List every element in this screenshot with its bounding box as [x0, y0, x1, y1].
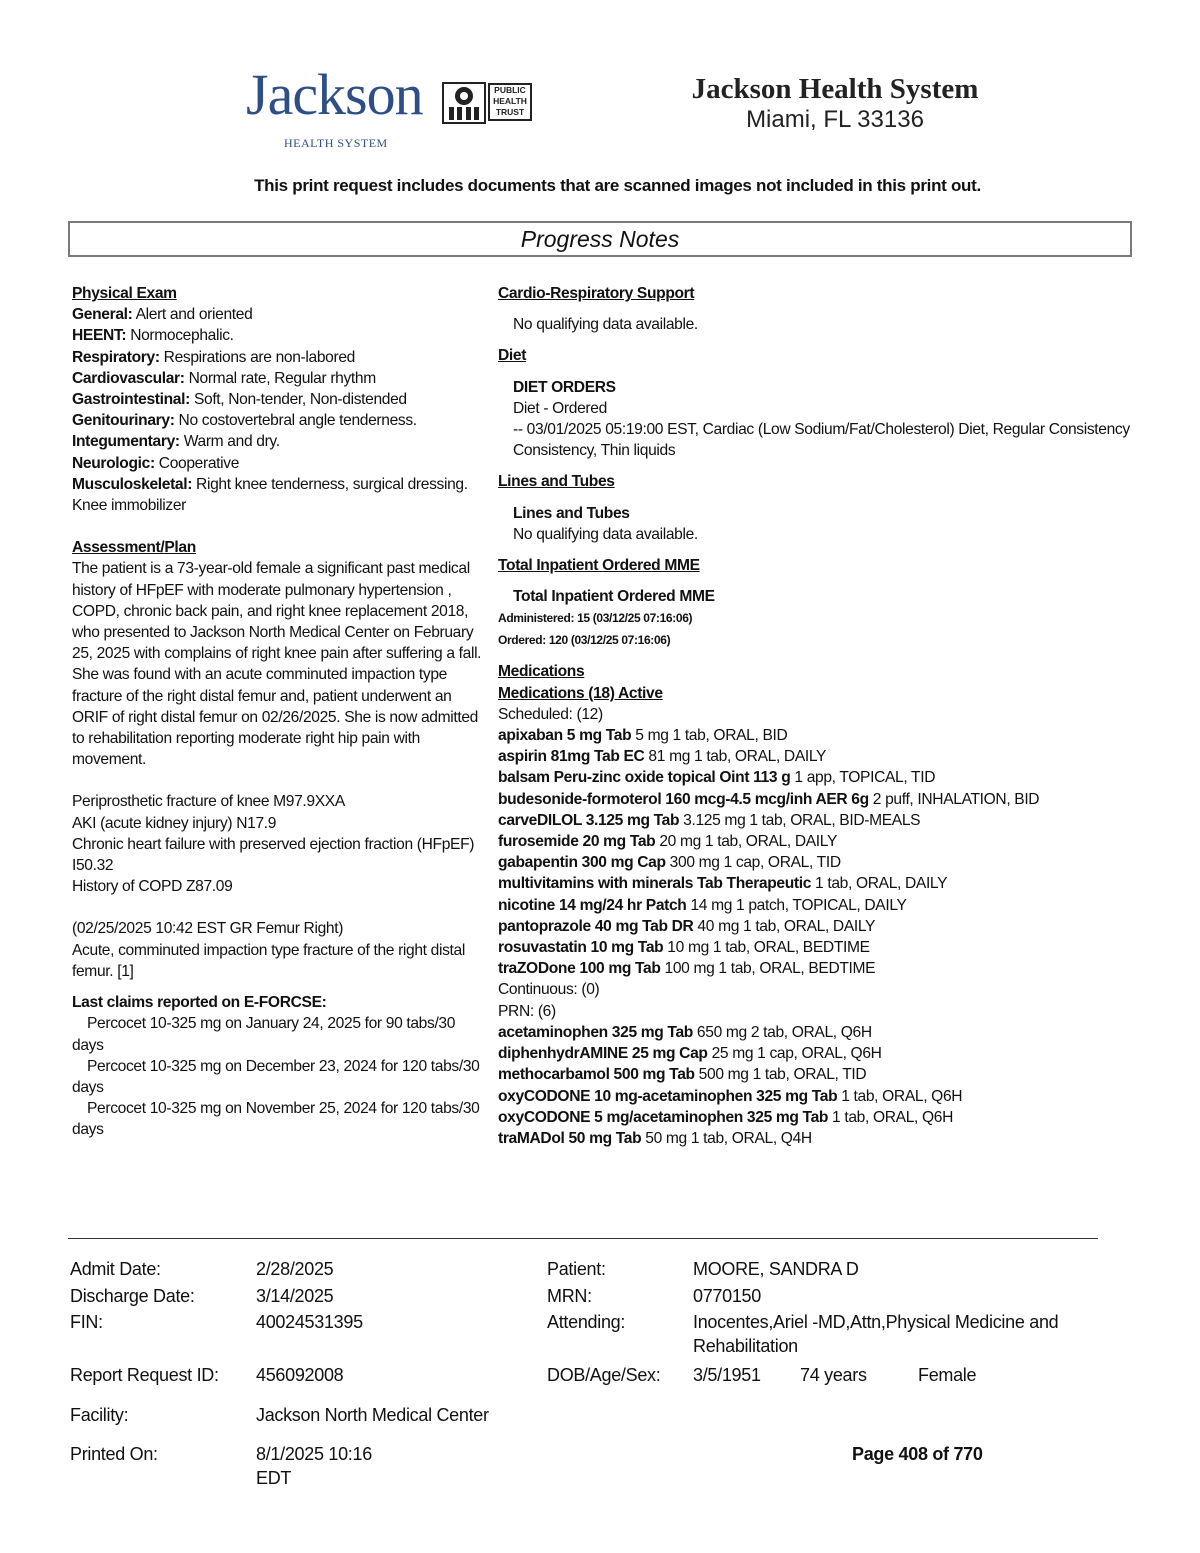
diet-heading: Diet: [498, 347, 527, 365]
medication-item: [498, 958, 1138, 979]
admit-date-label: Admit Date:: [70, 1259, 161, 1279]
medication-item: [498, 916, 1138, 937]
medication-name: acetaminophen 325 mg Tab: [498, 1023, 693, 1041]
mme-heading: Total Inpatient Ordered MME: [498, 557, 700, 575]
organization-name: Jackson Health System: [691, 73, 979, 105]
cardio-text: No qualifying data available.: [513, 316, 698, 334]
imaging-header: (02/25/2025 10:42 EST GR Femur Right): [72, 920, 344, 938]
exam-label: Cardiovascular:: [72, 369, 185, 387]
medication-name: pantoprazole 40 mg Tab DR: [498, 917, 694, 935]
physical-exam-heading: Physical Exam: [72, 285, 177, 302]
medication-item: [498, 831, 1138, 852]
discharge-date-value: 3/14/2025: [256, 1286, 334, 1306]
medication-item: [498, 789, 1138, 810]
diagnosis-item: Periprosthetic fracture of knee M97.9XXA: [72, 793, 345, 811]
public-health-trust-badge: [442, 82, 534, 124]
medication-item: [498, 852, 1138, 873]
assessment-text: The patient is a 73-year-old female a significant past medical history of HFpEF with moderate pulmonary hypertension , COPD, chronic back pain, and right knee replacement 2018, who presented to Jackson North Medical Center on February 25, 2025 with complains of right knee pain after suffering a fall. She was found with an acute comminuted impaction type fracture of the right distal femur and, patient underwent an ORIF of right distal femur on 02/26/2025. She is now admitted to rehabilitation reporting moderate right hip pain with movement.: [72, 560, 482, 769]
exam-text: Right knee tenderness, surgical dressing. Knee immobilizer: [72, 475, 468, 515]
exam-gastrointestinal: [72, 389, 484, 410]
exam-integumentary: [72, 431, 484, 452]
medication-detail: 2 puff, INHALATION, BID: [868, 790, 1040, 808]
exam-label: Musculoskeletal:: [72, 475, 193, 493]
scheduled-label: Scheduled: (12): [498, 705, 603, 723]
medication-name: diphenhydrAMINE 25 mg Cap: [498, 1045, 708, 1063]
claims-heading: Last claims reported on E-FORCSE:: [72, 994, 327, 1012]
exam-label: Integumentary:: [72, 433, 180, 451]
medication-name: apixaban 5 mg Tab: [498, 727, 632, 745]
claim-item: [72, 1098, 484, 1140]
exam-text: Normal rate, Regular rhythm: [184, 369, 376, 387]
printed-on-label: Printed On:: [70, 1444, 158, 1464]
prn-item: [498, 1043, 1138, 1064]
trust-line-2: HEALTH: [493, 96, 527, 106]
medication-detail: 20 mg 1 tab, ORAL, DAILY: [655, 833, 838, 851]
medication-detail: 50 mg 1 tab, ORAL, Q4H: [641, 1129, 812, 1147]
exam-text: Normocephalic.: [126, 327, 234, 345]
medication-name: multivitamins with minerals Tab Therapeutic: [498, 875, 812, 893]
diagnosis-item: Chronic heart failure with preserved ejection fraction (HFpEF) I50.32: [72, 835, 475, 875]
mrn-value: 0770150: [693, 1286, 761, 1306]
medication-name: traMADol 50 mg Tab: [498, 1129, 642, 1147]
sex-value: Female: [918, 1365, 977, 1385]
exam-text: Alert and oriented: [132, 306, 253, 324]
medication-name: nicotine 14 mg/24 hr Patch: [498, 896, 687, 914]
medication-detail: 100 mg 1 tab, ORAL, BEDTIME: [660, 960, 876, 978]
medication-detail: 1 tab, ORAL, Q6H: [828, 1108, 954, 1126]
exam-label: Genitourinary:: [72, 412, 175, 430]
medication-name: traZODone 100 mg Tab: [498, 960, 661, 978]
prn-item: [498, 1064, 1138, 1085]
organization-block: [620, 72, 1050, 134]
medication-item: [498, 746, 1138, 767]
medication-detail: 500 mg 1 tab, ORAL, TID: [694, 1066, 867, 1084]
printed-on-value-tz: EDT: [256, 1468, 292, 1488]
printed-on-value-date: 8/1/2025 10:16: [256, 1444, 372, 1464]
prn-item: [498, 1128, 1138, 1149]
medication-name: balsam Peru-zinc oxide topical Oint 113 g: [498, 769, 791, 787]
medication-detail: 81 mg 1 tab, ORAL, DAILY: [644, 748, 827, 766]
medication-name: rosuvastatin 10 mg Tab: [498, 939, 664, 957]
medication-name: methocarbamol 500 mg Tab: [498, 1066, 695, 1084]
medications-heading: Medications: [498, 663, 585, 681]
exam-respiratory: [72, 347, 484, 368]
dob-value: 3/5/1951: [693, 1365, 761, 1385]
mrn-label: MRN:: [547, 1286, 592, 1306]
medication-name: oxyCODONE 10 mg-acetaminophen 325 mg Tab: [498, 1087, 838, 1105]
medication-name: gabapentin 300 mg Cap: [498, 854, 666, 872]
report-request-label: Report Request ID:: [70, 1365, 219, 1385]
medication-detail: 10 mg 1 tab, ORAL, BEDTIME: [663, 939, 870, 957]
diagnosis-item: History of COPD Z87.09: [72, 878, 233, 896]
medication-detail: 25 mg 1 cap, ORAL, Q6H: [707, 1045, 882, 1063]
claim-text: Percocet 10-325 mg on November 25, 2024 for 120 tabs/30 days: [72, 1100, 480, 1139]
prn-item: [498, 1107, 1138, 1128]
medication-detail: 14 mg 1 patch, TOPICAL, DAILY: [686, 896, 907, 914]
patient-value: MOORE, SANDRA D: [693, 1259, 859, 1279]
medication-name: oxyCODONE 5 mg/acetaminophen 325 mg Tab: [498, 1108, 829, 1126]
exam-neurologic: [72, 453, 484, 474]
print-notice: This print request includes documents that are scanned images not included in this print out.: [254, 176, 981, 195]
report-request-value: 456092008: [256, 1365, 344, 1385]
exam-cardiovascular: [72, 368, 484, 389]
title-box: [68, 221, 1132, 257]
exam-label: Neurologic:: [72, 454, 155, 472]
logo-wordmark: Jackson: [246, 62, 423, 127]
assessment-heading: Assessment/Plan: [72, 539, 196, 557]
exam-text: Respirations are non-labored: [159, 348, 355, 366]
exam-label: Respiratory:: [72, 348, 160, 366]
exam-label: General:: [72, 306, 133, 324]
facility-value: Jackson North Medical Center: [256, 1405, 489, 1425]
medication-item: [498, 895, 1138, 916]
medication-name: carveDILOL 3.125 mg Tab: [498, 811, 680, 829]
medication-detail: 300 mg 1 cap, ORAL, TID: [665, 854, 841, 872]
dob-label: DOB/Age/Sex:: [547, 1365, 661, 1385]
lines-heading: Lines and Tubes: [498, 473, 615, 491]
medication-name: aspirin 81mg Tab EC: [498, 748, 645, 766]
medication-item: [498, 937, 1138, 958]
diet-detail: -- 03/01/2025 05:19:00 EST, Cardiac (Low Sodium/Fat/Cholesterol) Diet, Regular Consistency Consistency, Thin liquids: [513, 421, 1130, 460]
medication-name: furosemide 20 mg Tab: [498, 833, 656, 851]
organization-city: Miami, FL 33136: [746, 106, 924, 133]
trust-line-1: PUBLIC: [494, 85, 526, 95]
medication-item: [498, 810, 1138, 831]
mme-label: Total Inpatient Ordered MME: [513, 588, 715, 606]
admit-date-value: 2/28/2025: [256, 1259, 334, 1279]
exam-general: [72, 304, 484, 325]
left-column: [72, 283, 484, 1141]
jackson-logo: [246, 62, 546, 154]
medication-detail: 40 mg 1 tab, ORAL, DAILY: [693, 917, 876, 935]
exam-text: No costovertebral angle tenderness.: [174, 412, 417, 430]
lines-label: Lines and Tubes: [513, 504, 630, 522]
trust-line-3: TRUST: [495, 107, 525, 117]
diet-orders-label: DIET ORDERS: [513, 378, 616, 396]
exam-genitourinary: [72, 410, 484, 431]
attending-label: Attending:: [547, 1312, 626, 1332]
attending-value-line2: Rehabilitation: [693, 1336, 798, 1356]
exam-text: Cooperative: [154, 454, 240, 472]
medication-name: budesonide-formoterol 160 mcg-4.5 mcg/inh AER 6g: [498, 790, 869, 808]
exam-label: HEENT:: [72, 327, 127, 345]
diet-ordered: Diet - Ordered: [513, 399, 607, 417]
imaging-text: Acute, comminuted impaction type fracture of the right distal femur. [1]: [72, 941, 465, 980]
document-title: Progress Notes: [520, 226, 680, 252]
age-value: 74 years: [800, 1365, 867, 1385]
claim-text: Percocet 10-325 mg on December 23, 2024 for 120 tabs/30 days: [72, 1057, 480, 1096]
medications-active-heading: Medications (18) Active: [498, 684, 663, 702]
claim-item: [72, 1056, 484, 1098]
medication-item: [498, 873, 1138, 894]
exam-text: Warm and dry.: [179, 433, 280, 451]
diagnosis-item: AKI (acute kidney injury) N17.9: [72, 814, 277, 832]
claim-text: Percocet 10-325 mg on January 24, 2025 for 90 tabs/30 days: [72, 1015, 456, 1054]
medication-detail: 1 tab, ORAL, Q6H: [837, 1087, 963, 1105]
exam-heent: [72, 325, 484, 346]
fin-value: 40024531395: [256, 1312, 363, 1332]
exam-musculoskeletal: [72, 474, 484, 516]
prn-label: PRN: (6): [498, 1002, 556, 1020]
exam-label: Gastrointestinal:: [72, 391, 190, 409]
medication-item: [498, 725, 1138, 746]
right-column: [498, 283, 1138, 1149]
medication-detail: 3.125 mg 1 tab, ORAL, BID-MEALS: [679, 811, 921, 829]
mme-ordered: Ordered: 120 (03/12/25 07:16:06): [498, 633, 671, 648]
trust-text-box: [488, 83, 532, 121]
prn-item: [498, 1086, 1138, 1107]
logo-subtext: HEALTH SYSTEM: [284, 136, 388, 150]
page-number: Page 408 of 770: [852, 1444, 983, 1464]
patient-label: Patient:: [547, 1259, 606, 1279]
fin-label: FIN:: [70, 1312, 103, 1332]
medication-detail: 650 mg 2 tab, ORAL, Q6H: [692, 1023, 872, 1041]
discharge-date-label: Discharge Date:: [70, 1286, 195, 1306]
cardio-heading: Cardio-Respiratory Support: [498, 285, 695, 302]
public-health-trust-icon: [442, 82, 486, 124]
continuous-label: Continuous: (0): [498, 981, 600, 999]
exam-text: Soft, Non-tender, Non-distended: [189, 391, 407, 409]
footer-divider: [68, 1238, 1098, 1239]
medication-detail: 1 app, TOPICAL, TID: [790, 769, 936, 787]
medication-detail: 5 mg 1 tab, ORAL, BID: [631, 727, 788, 745]
mme-administered: Administered: 15 (03/12/25 07:16:06): [498, 611, 693, 626]
prn-item: [498, 1022, 1138, 1043]
medication-detail: 1 tab, ORAL, DAILY: [811, 875, 948, 893]
facility-label: Facility:: [70, 1405, 129, 1425]
medication-item: [498, 767, 1138, 788]
claim-item: [72, 1013, 484, 1055]
attending-value-line1: Inocentes,Ariel -MD,Attn,Physical Medicine and: [693, 1312, 1059, 1332]
lines-text: No qualifying data available.: [513, 525, 698, 543]
